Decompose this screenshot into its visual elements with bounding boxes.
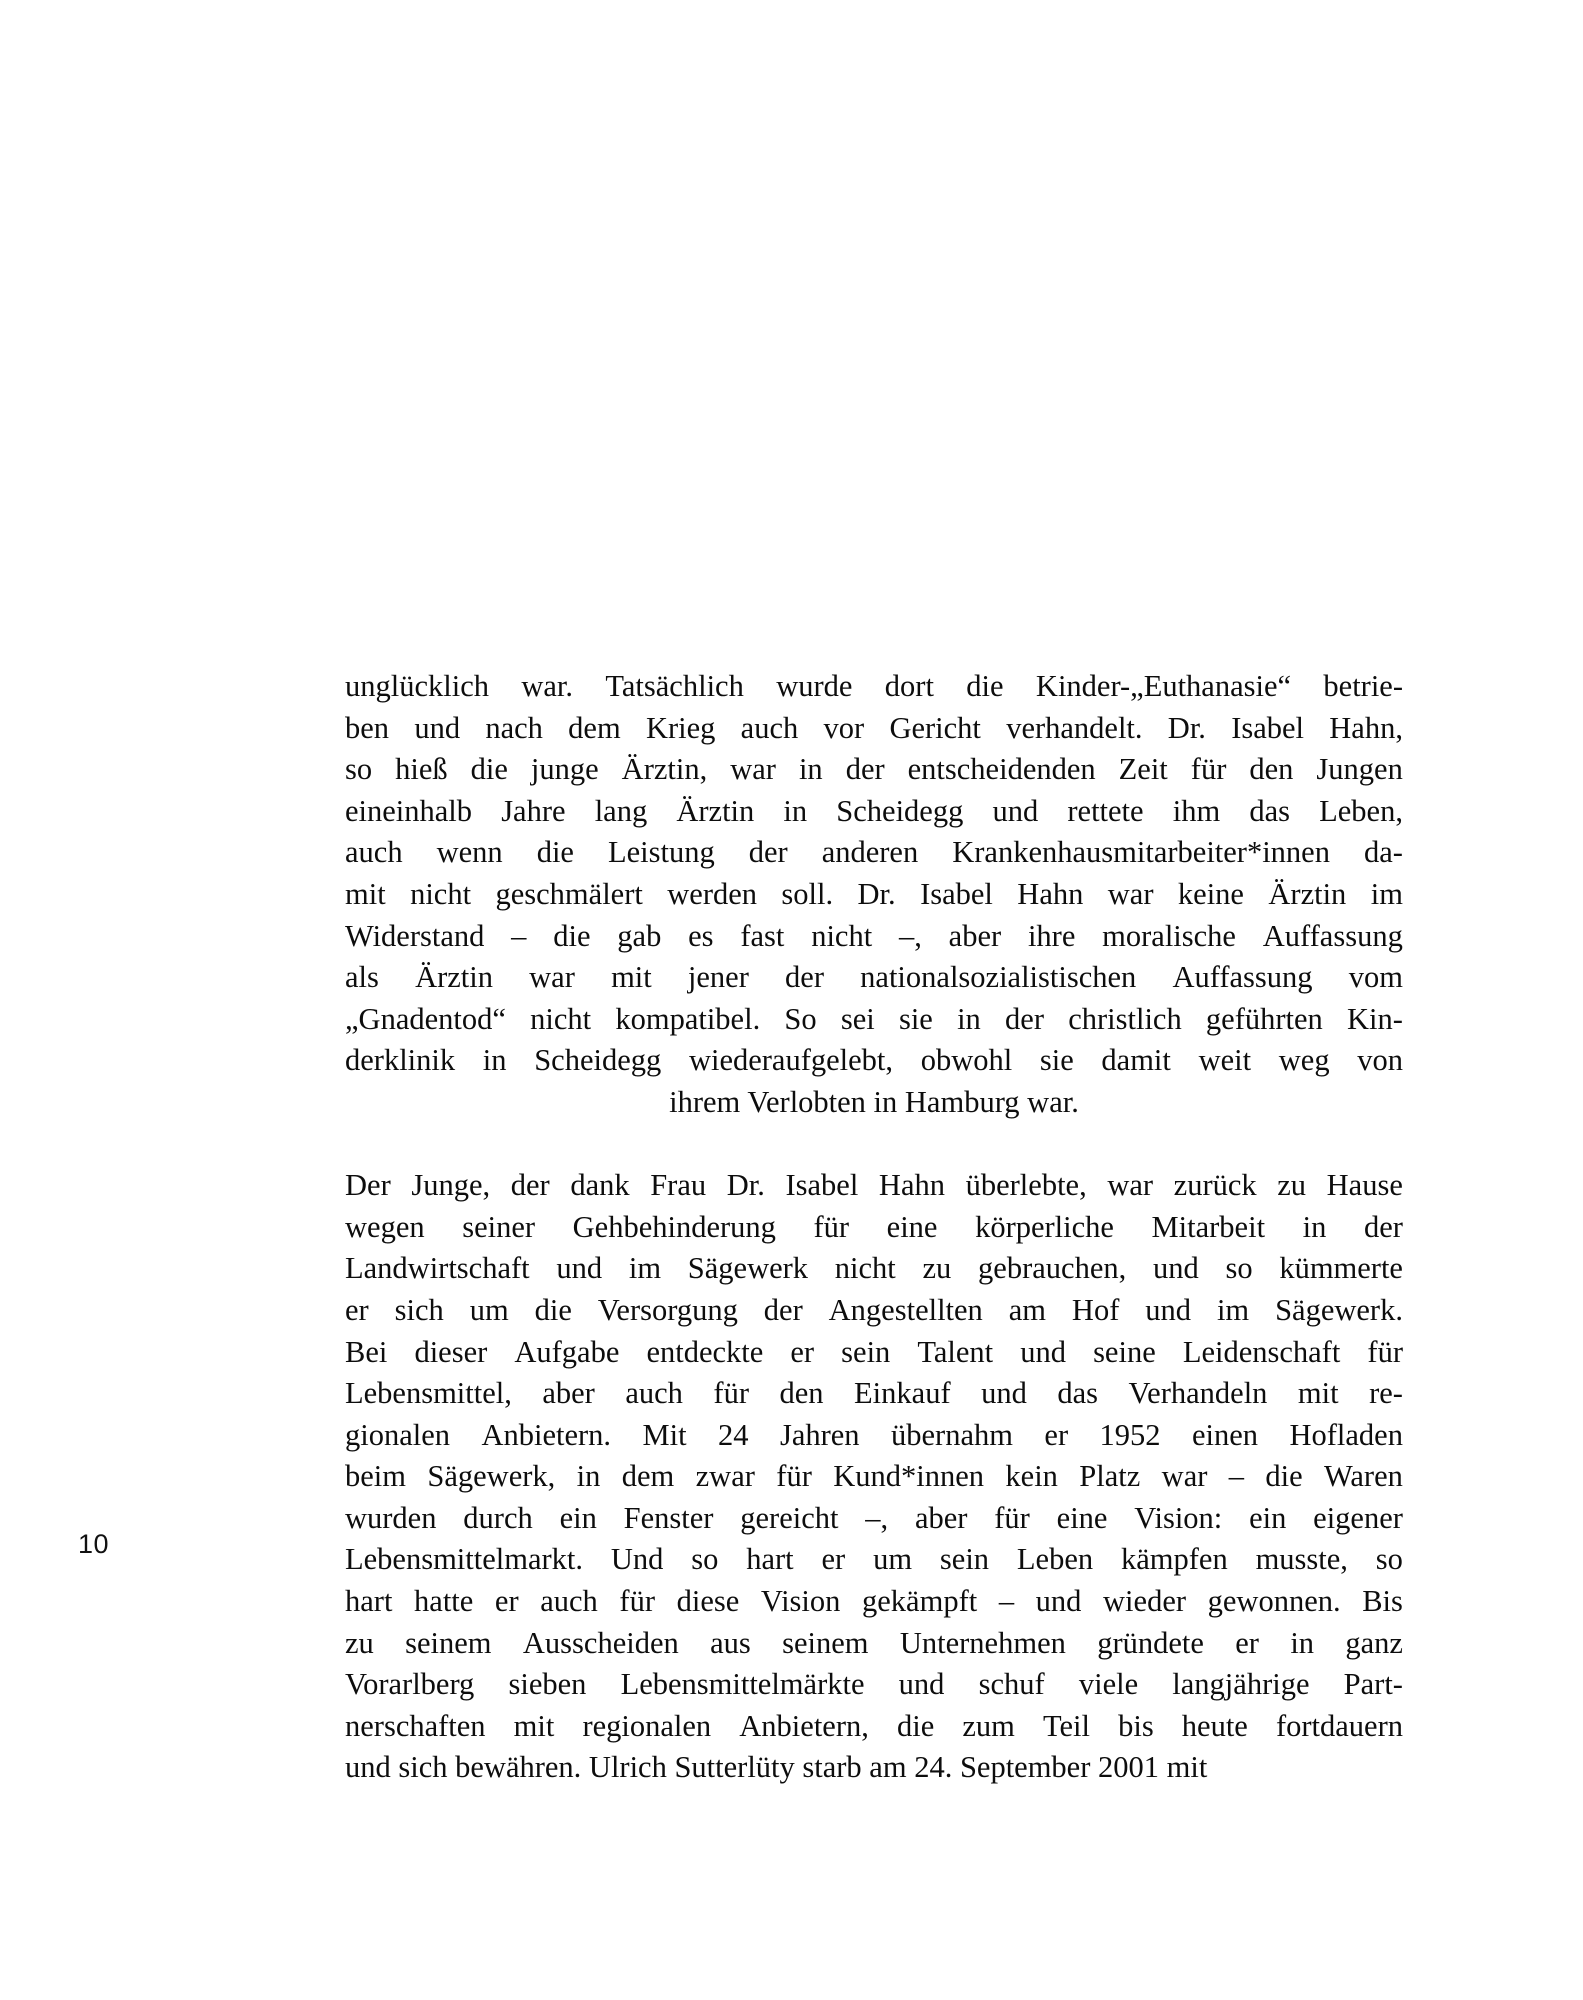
text-word: war	[1107, 1168, 1154, 1203]
text-word: Einkauf	[854, 1376, 951, 1411]
text-word: wenn	[436, 835, 503, 870]
text-word: eine	[1056, 1500, 1108, 1535]
text-word: schuf	[978, 1667, 1045, 1702]
text-line	[345, 1456, 1403, 1498]
text-word: zu	[1277, 1168, 1307, 1203]
text-word: Kund*innen	[833, 1459, 985, 1494]
text-line	[345, 832, 1403, 874]
text-word: Angestellten	[828, 1292, 983, 1327]
text-word: am	[1008, 1292, 1046, 1327]
text-word: Ärztin	[415, 960, 493, 995]
text-word: Junge,	[411, 1168, 491, 1203]
text-word: lang	[594, 793, 648, 828]
text-word: auch	[540, 1584, 598, 1619]
text-word: Jungen	[1316, 752, 1403, 787]
text-word: die	[966, 669, 1004, 703]
text-word: Sägewerk	[687, 1251, 809, 1286]
text-word: Lebensmittelmarkt.	[345, 1542, 583, 1577]
text-word: Hof	[1071, 1292, 1120, 1327]
text-word: die	[896, 1708, 935, 1743]
text-word: wurden	[345, 1500, 437, 1535]
text-word: Tatsächlich	[605, 669, 744, 703]
text-word: Waren	[1324, 1459, 1403, 1494]
text-word: ihre	[1027, 918, 1076, 953]
text-word: Jahren	[779, 1417, 860, 1452]
text-word: war	[730, 752, 776, 787]
text-word: Krieg	[645, 710, 716, 745]
text-line	[345, 1498, 1403, 1540]
text-line	[345, 1664, 1403, 1706]
text-word: und	[898, 1667, 945, 1702]
text-word: seiner	[462, 1209, 536, 1244]
text-word: für	[1190, 752, 1227, 787]
text-word: Ärztin	[1268, 876, 1347, 911]
text-word: zurück	[1173, 1168, 1257, 1203]
text-word: und	[414, 710, 461, 745]
text-word: Platz	[1079, 1459, 1141, 1494]
text-word: heute	[1181, 1708, 1248, 1743]
text-word: junge	[530, 752, 599, 787]
text-word: in	[1302, 1209, 1327, 1244]
text-line	[345, 957, 1403, 999]
text-word: regionalen	[582, 1708, 712, 1743]
text-word: und	[1145, 1292, 1192, 1327]
text-word: war	[1161, 1459, 1208, 1494]
text-word: dank	[570, 1168, 630, 1203]
text-word: kein	[1005, 1459, 1058, 1494]
text-word: dort	[884, 669, 934, 703]
text-word: gab	[617, 918, 662, 953]
text-word: er	[345, 1292, 369, 1327]
text-word: von	[1357, 1043, 1403, 1078]
text-word: wiederaufgelebt,	[688, 1043, 894, 1078]
text-line	[345, 708, 1403, 750]
text-word: Leben	[1016, 1542, 1094, 1577]
text-word: zum	[962, 1708, 1015, 1743]
text-word: aber	[948, 918, 1002, 953]
text-word: für	[776, 1459, 812, 1494]
text-word: nerschaften	[345, 1708, 486, 1743]
text-word: 1952	[1099, 1417, 1161, 1452]
text-word: Jahre	[501, 793, 566, 828]
text-word: nicht	[811, 918, 873, 953]
text-word: eineinhalb	[345, 793, 473, 828]
text-word: den	[779, 1376, 824, 1411]
text-line	[345, 1373, 1403, 1415]
text-word: –,	[898, 918, 922, 953]
text-word: „Gnadentod“	[345, 1001, 506, 1036]
text-word: für	[1367, 1334, 1403, 1369]
text-word: so	[345, 752, 373, 787]
text-word: mit	[1297, 1376, 1339, 1411]
text-word: Fenster	[623, 1500, 714, 1535]
text-word: und	[1152, 1251, 1199, 1286]
text-word: zu	[922, 1251, 952, 1286]
text-word: in	[783, 793, 808, 828]
text-line	[345, 749, 1403, 791]
text-word: betrie-	[1323, 669, 1403, 703]
text-word: Vorarlberg	[345, 1667, 475, 1702]
text-word: –	[998, 1584, 1015, 1619]
text-word: moralische	[1102, 918, 1236, 953]
text-word: kompatibel.	[615, 1001, 761, 1036]
text-word: Sägewerk.	[1275, 1292, 1403, 1327]
text-word: in	[798, 752, 823, 787]
text-word: der	[845, 752, 885, 787]
text-word: ein	[559, 1500, 597, 1535]
text-word: es	[688, 918, 714, 953]
text-word: –	[511, 918, 527, 953]
text-word: und	[1020, 1334, 1066, 1369]
text-word: kümmerte	[1279, 1251, 1403, 1286]
text-word: die	[1265, 1459, 1303, 1494]
text-word: so	[691, 1542, 719, 1577]
text-word: musste,	[1255, 1542, 1348, 1577]
text-word: langjährige	[1172, 1667, 1310, 1702]
body-text-column	[345, 666, 1403, 1789]
text-word: Ärztin,	[621, 752, 708, 787]
text-word: re-	[1369, 1376, 1403, 1411]
text-word: fast	[740, 918, 785, 953]
text-word: Leistung	[607, 835, 715, 870]
text-word: unglücklich	[345, 669, 489, 703]
text-word: auch	[740, 710, 799, 745]
text-word: er	[1235, 1625, 1259, 1660]
text-word: seine	[1093, 1334, 1156, 1369]
text-word: körperliche	[975, 1209, 1114, 1244]
text-word: Gericht	[889, 710, 981, 745]
text-line	[345, 1207, 1403, 1249]
text-word: dem	[621, 1459, 675, 1494]
text-word: sie	[898, 1001, 933, 1036]
text-word: ben	[345, 710, 390, 745]
text-line	[345, 916, 1403, 958]
text-word: Ausscheiden	[522, 1625, 679, 1660]
text-word: Scheidegg	[534, 1043, 662, 1078]
text-word: da-	[1364, 835, 1403, 870]
text-word: hieß	[395, 752, 448, 787]
text-word: Ärztin	[676, 793, 755, 828]
text-word: verhandelt.	[1006, 710, 1143, 745]
text-word: der	[1005, 1001, 1044, 1036]
text-word: sieben	[508, 1667, 587, 1702]
text-word: damit	[1101, 1043, 1171, 1078]
text-word: fortdauern	[1275, 1708, 1403, 1743]
text-line	[345, 1248, 1403, 1290]
text-word: im	[1370, 876, 1403, 911]
text-line: und sich bewähren. Ulrich Sutterlüty starb am 24. September 2001 mit	[345, 1750, 1208, 1785]
text-line: ihrem Verlobten in Hamburg war.	[669, 1084, 1079, 1119]
text-word: wegen	[345, 1209, 425, 1244]
text-word: Auffassung	[1262, 918, 1403, 953]
text-word: Krankenhausmitarbeiter*innen	[952, 835, 1330, 870]
text-word: gebrauchen,	[978, 1251, 1127, 1286]
text-word: durch	[463, 1500, 533, 1535]
text-word: war.	[521, 669, 574, 703]
text-word: hatte	[414, 1584, 474, 1619]
text-word: sei	[840, 1001, 875, 1036]
text-word: Bis	[1362, 1584, 1403, 1619]
text-word: Sägewerk,	[427, 1459, 556, 1494]
text-word: als	[345, 960, 379, 995]
text-word: Scheidegg	[836, 793, 964, 828]
text-word: war	[1107, 876, 1154, 911]
text-word: So	[784, 1001, 817, 1036]
text-word: der	[510, 1168, 550, 1203]
text-word: in	[1290, 1625, 1315, 1660]
text-word: er	[1044, 1417, 1069, 1452]
text-word: Dr.	[726, 1168, 765, 1203]
text-word: dieser	[414, 1334, 488, 1369]
text-word: –,	[865, 1500, 889, 1535]
text-word: ihm	[1172, 793, 1221, 828]
text-word: der	[748, 835, 788, 870]
text-word: aber	[542, 1376, 595, 1411]
text-word: geführten	[1205, 1001, 1323, 1036]
text-word: Hause	[1326, 1168, 1403, 1203]
text-word: das	[1057, 1376, 1099, 1411]
text-word: wieder	[1103, 1584, 1187, 1619]
text-line	[345, 1581, 1403, 1623]
text-word: Bei	[345, 1334, 388, 1369]
text-word: derklinik	[345, 1043, 456, 1078]
text-word: entdeckte	[646, 1334, 764, 1369]
text-word: vor	[823, 710, 865, 745]
text-word: dem	[568, 710, 621, 745]
text-word: in	[576, 1459, 601, 1494]
text-word: Vision:	[1134, 1500, 1223, 1535]
text-line	[345, 999, 1403, 1041]
text-word: Leidenschaft	[1182, 1334, 1341, 1369]
text-word: aber	[914, 1500, 968, 1535]
text-word: nationalsozialistischen	[860, 960, 1137, 995]
text-word: auch	[625, 1376, 683, 1411]
text-word: sich	[394, 1292, 444, 1327]
text-word: um	[469, 1292, 509, 1327]
text-word: Unternehmen	[899, 1625, 1066, 1660]
text-word: die	[553, 918, 591, 953]
text-word: weit	[1198, 1043, 1252, 1078]
text-word: Verhandeln	[1128, 1376, 1268, 1411]
text-word: die	[470, 752, 508, 787]
text-word: ganz	[1345, 1625, 1403, 1660]
text-line	[345, 1415, 1403, 1457]
text-word: auch	[345, 835, 403, 870]
text-word: Leben,	[1319, 793, 1403, 828]
text-line	[345, 1290, 1403, 1332]
text-word: Hofladen	[1289, 1417, 1403, 1452]
page-number: 10	[78, 1529, 110, 1559]
text-word: geschmälert	[495, 876, 643, 911]
text-word: in	[957, 1001, 981, 1036]
text-word: gionalen	[345, 1417, 451, 1452]
text-word: war	[529, 960, 575, 995]
text-word: Hahn,	[1329, 710, 1403, 745]
text-word: viele	[1078, 1667, 1139, 1702]
text-word: und	[556, 1251, 603, 1286]
text-word: hart	[746, 1542, 794, 1577]
text-word: weg	[1278, 1043, 1330, 1078]
text-word: sie	[1039, 1043, 1074, 1078]
text-line	[345, 874, 1403, 916]
text-word: Frau	[650, 1168, 707, 1203]
text-word: Isabel	[920, 876, 993, 911]
text-word: Der	[345, 1168, 391, 1203]
text-word: Hahn	[1017, 876, 1084, 911]
text-word: er	[790, 1334, 815, 1369]
text-word: Versorgung	[597, 1292, 738, 1327]
text-word: im	[1216, 1292, 1250, 1327]
text-word: bis	[1118, 1708, 1154, 1743]
text-word: im	[628, 1251, 662, 1286]
text-word: Und	[610, 1542, 664, 1577]
text-word: für	[713, 1376, 749, 1411]
text-word: anderen	[821, 835, 919, 870]
text-word: rettete	[1067, 793, 1144, 828]
text-word: Gehbehinderung	[572, 1209, 776, 1244]
text-word: sein	[841, 1334, 891, 1369]
text-word: mit	[345, 876, 386, 911]
text-word: Mitarbeit	[1151, 1209, 1266, 1244]
text-word: er	[494, 1584, 519, 1619]
text-word: entscheidenden	[907, 752, 1096, 787]
text-word: –	[1228, 1459, 1245, 1494]
text-word: obwohl	[920, 1043, 1013, 1078]
text-word: in	[482, 1043, 507, 1078]
text-word: sein	[939, 1542, 990, 1577]
text-word: die	[536, 835, 574, 870]
text-word: gewonnen.	[1207, 1584, 1341, 1619]
text-word: so	[1225, 1251, 1253, 1286]
text-word: Lebensmittel,	[345, 1376, 512, 1411]
text-word: der	[1363, 1209, 1403, 1244]
text-word: einen	[1191, 1417, 1259, 1452]
text-word: christlich	[1068, 1001, 1182, 1036]
text-word: nicht	[834, 1251, 896, 1286]
text-word: nach	[485, 710, 543, 745]
text-word: Dr.	[1167, 710, 1206, 745]
text-word: so	[1375, 1542, 1403, 1577]
text-word: Mit	[642, 1417, 687, 1452]
text-word: beim	[345, 1459, 406, 1494]
text-word: Isabel	[785, 1168, 859, 1203]
text-word: überlebte,	[965, 1168, 1087, 1203]
text-word: Kinder-„Euthanasie“	[1035, 669, 1292, 703]
text-word: für	[619, 1584, 655, 1619]
text-word: und	[992, 793, 1039, 828]
text-word: nicht	[410, 876, 472, 911]
text-line	[345, 1539, 1403, 1581]
text-word: soll.	[781, 876, 834, 911]
text-word: die	[534, 1292, 572, 1327]
text-word: Aufgabe	[514, 1334, 620, 1369]
text-word: Part-	[1343, 1667, 1403, 1702]
text-word: Teil	[1042, 1708, 1090, 1743]
text-word: übernahm	[891, 1417, 1013, 1452]
text-word: jener	[687, 960, 749, 995]
text-word: Lebensmittelmärkte	[620, 1667, 865, 1702]
text-word: keine	[1177, 876, 1244, 911]
text-word: und	[1035, 1584, 1082, 1619]
text-word: für	[813, 1209, 850, 1244]
text-word: Auffassung	[1172, 960, 1313, 995]
text-word: den	[1249, 752, 1294, 787]
text-word: zwar	[695, 1459, 755, 1494]
text-word: hart	[345, 1584, 393, 1619]
text-word: gereicht	[740, 1500, 839, 1535]
text-line	[345, 1040, 1403, 1082]
text-line	[345, 1706, 1403, 1748]
text-word: Anbietern.	[481, 1417, 612, 1452]
text-word: Kin-	[1347, 1001, 1403, 1036]
text-word: das	[1249, 793, 1290, 828]
text-word: zu	[345, 1625, 374, 1660]
text-word: Hahn	[878, 1168, 945, 1203]
text-line	[345, 666, 1403, 708]
text-word: Widerstand	[345, 918, 485, 953]
text-word: wurde	[776, 669, 853, 703]
text-word: ein	[1249, 1500, 1287, 1535]
text-word: mit	[513, 1708, 555, 1743]
text-word: seinem	[405, 1625, 492, 1660]
text-word: Zeit	[1118, 752, 1168, 787]
text-word: vom	[1348, 960, 1403, 995]
text-word: gründete	[1097, 1625, 1204, 1660]
text-word: eine	[886, 1209, 938, 1244]
text-word: er	[821, 1542, 846, 1577]
text-word: Talent	[917, 1334, 994, 1369]
text-word: Isabel	[1231, 710, 1305, 745]
text-line	[345, 1165, 1403, 1207]
text-word: seinem	[782, 1625, 869, 1660]
text-word: diese	[676, 1584, 740, 1619]
text-line	[345, 1332, 1403, 1374]
text-word: mit	[611, 960, 652, 995]
text-word: eigener	[1313, 1500, 1403, 1535]
text-word: gekämpft	[862, 1584, 978, 1619]
text-word: kämpfen	[1121, 1542, 1228, 1577]
text-line	[345, 1623, 1403, 1665]
text-word: aus	[710, 1625, 751, 1660]
text-word: Vision	[760, 1584, 841, 1619]
text-line	[345, 791, 1403, 833]
text-word: Anbietern,	[739, 1708, 869, 1743]
text-word: 24	[718, 1417, 749, 1452]
text-word: werden	[667, 876, 758, 911]
text-word: für	[994, 1500, 1030, 1535]
paragraph-2	[345, 1165, 1403, 1789]
text-word: nicht	[530, 1001, 592, 1036]
text-word: der	[763, 1292, 803, 1327]
text-word: um	[873, 1542, 913, 1577]
text-word: der	[785, 960, 824, 995]
text-word: Dr.	[857, 876, 896, 911]
text-word: Landwirtschaft	[345, 1251, 530, 1286]
text-word: und	[981, 1376, 1027, 1411]
paragraph-1	[345, 666, 1403, 1124]
